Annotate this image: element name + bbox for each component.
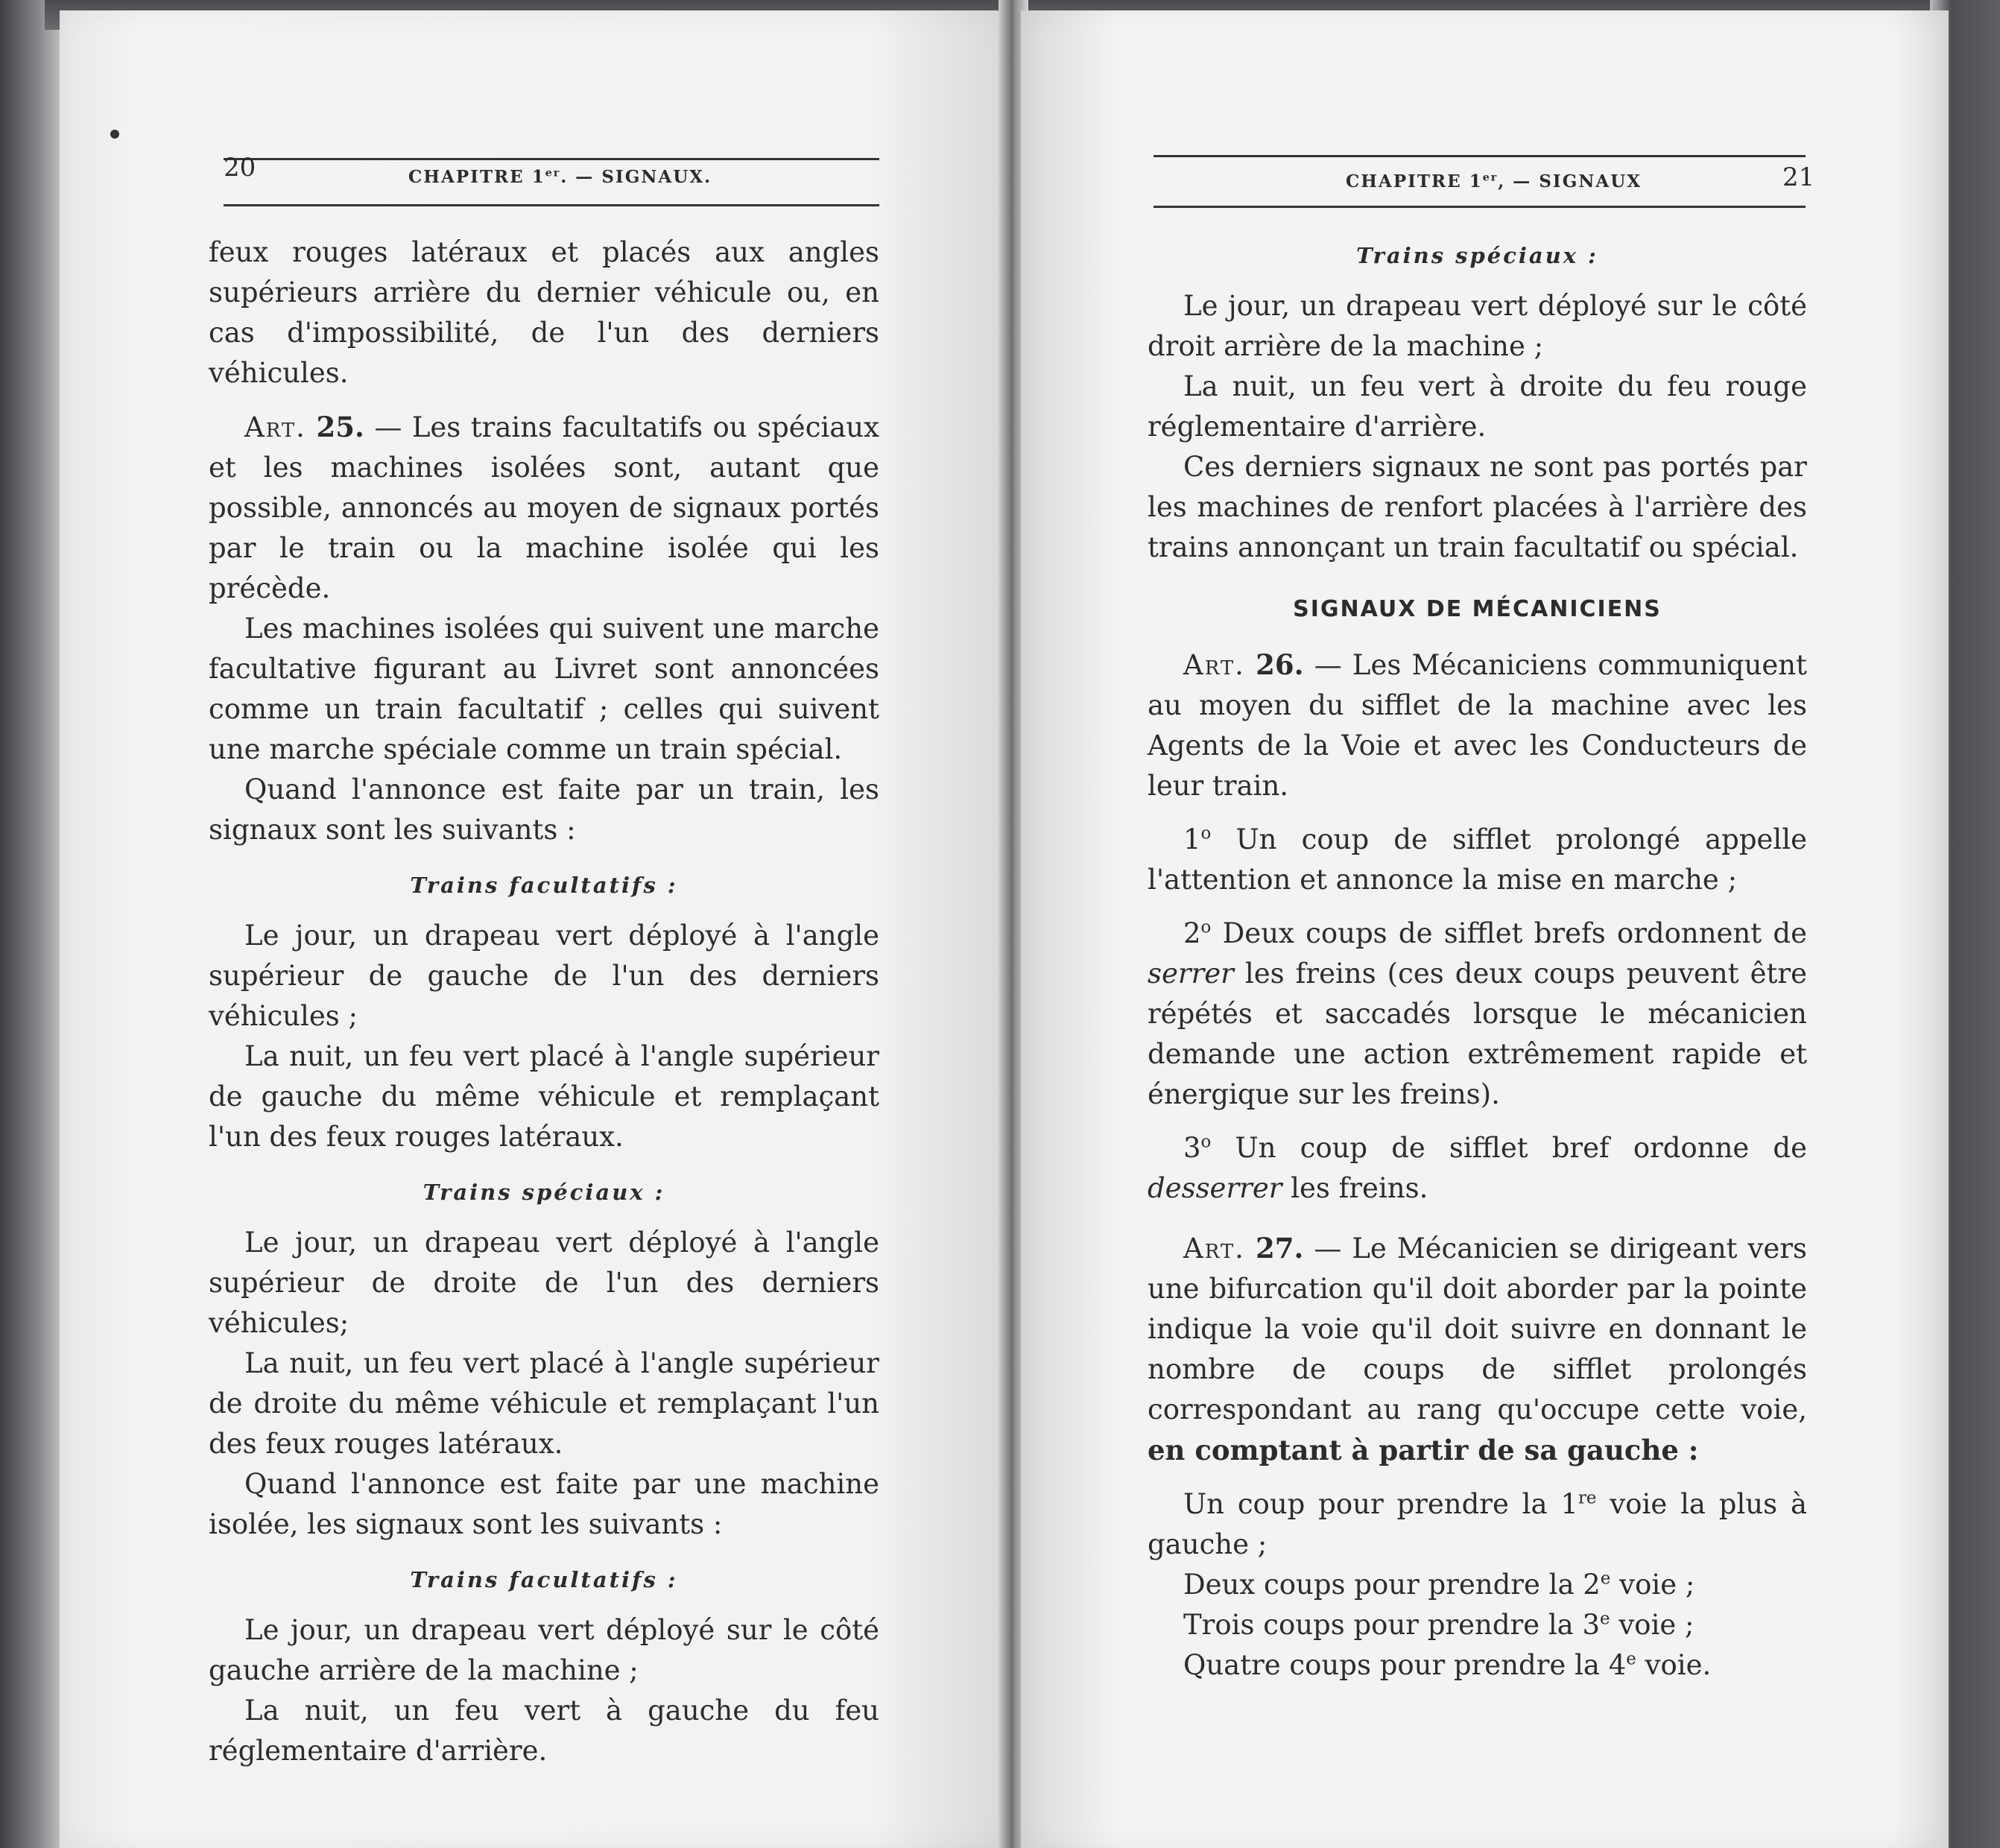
article-25: Art. 25. — Les trains facultatifs ou spéciaux et les machines isolées sont, autant que possible, annoncés au moyen de signaux portés par le train ou la machine isolée qui les précède. (209, 411, 880, 604)
article-26: Art. 26. — Les Mécaniciens communiquent au moyen du sifflet de la machine avec les Agents de la Voie et avec les Conducteurs de leur train. (1148, 648, 1808, 802)
left-page-body (209, 232, 879, 1771)
paragraph: feux rouges latéraux et placés aux angles supérieurs arrière du dernier véhicule ou, en cas d'impossibilité, de l'un des derniers véhicules. (209, 236, 879, 389)
paragraph: Quand l'annonce est faite par une machine isolée, les signaux sont les suivants : (209, 1468, 879, 1540)
book-cover-left-edge (0, 0, 67, 1848)
page-number: 21 (1782, 162, 1815, 192)
paragraph: Le jour, un drapeau vert déployé à l'angle supérieur de gauche de l'un des derniers véhicules ; (209, 920, 879, 1032)
article-27: Art. 27. — Le Mécanicien se dirigeant vers une bifurcation qu'il doit aborder par la pointe indique la voie qu'il doit suivre en donnant le nombre de coups de sifflet prolongés correspondant au rang qu'occupe cette voie, en comptant à partir de sa gauche : (1148, 1232, 1807, 1466)
page-number: 20 (224, 153, 256, 183)
subheading: Trains facultatifs : (410, 873, 678, 898)
header-rule-bottom (224, 204, 879, 206)
header-rule-top (1154, 155, 1806, 157)
list-line: Un coup pour prendre la 1re voie la plus à gauche ; (1148, 1488, 1808, 1560)
running-head: CHAPITRE 1er, — SIGNAUX (1346, 171, 1642, 192)
right-page-body (1148, 228, 1807, 1686)
list-line: Trois coups pour prendre la 3e voie ; (1183, 1609, 1694, 1641)
subheading: Trains spéciaux : (423, 1180, 665, 1205)
section-title: SIGNAUX DE MÉCANICIENS (1293, 596, 1662, 622)
paragraph: La nuit, un feu vert placé à l'angle supérieur de droite du même véhicule et remplaçant l'un des feux rouges latéraux. (209, 1347, 879, 1460)
paragraph: Quand l'annonce est faite par un train, les signaux sont les suivants : (209, 773, 879, 846)
list-line: Deux coups pour prendre la 2e voie ; (1183, 1569, 1695, 1601)
paragraph: La nuit, un feu vert placé à l'angle supérieur de gauche du même véhicule et remplaçant l'un des feux rouges latéraux. (209, 1040, 879, 1153)
paragraph: Le jour, un drapeau vert déployé sur le côté droit arrière de la machine ; (1148, 290, 1807, 362)
numbered-item: 3$^o$ Un coup de sifflet bref ordonne de desserrer les freins. (1148, 1132, 1807, 1204)
paragraph: La nuit, un feu vert à droite du feu rouge réglementaire d'arrière. (1148, 370, 1807, 443)
running-head: CHAPITRE 1er. — SIGNAUX. (408, 167, 712, 187)
subheading: Trains facultatifs : (410, 1567, 678, 1592)
header-rule-bottom (1154, 206, 1806, 208)
paragraph: La nuit, un feu vert à gauche du feu réglementaire d'arrière. (209, 1694, 879, 1767)
numbered-item: 2$^o$ Deux coups de sifflet brefs ordonnent de serrer les freins (ces deux coups peuvent être répétés et saccadés lorsque le mécanicien demande une action extrêmement rapide et énergique sur les freins). (1148, 917, 1807, 1110)
list-line: Quatre coups pour prendre la 4e voie. (1183, 1649, 1712, 1681)
paragraph: Les machines isolées qui suivent une marche facultative figurant au Livret sont annoncées comme un train facultatif ; celles qui suivent une marche spéciale comme un train spécial. (209, 613, 879, 765)
ink-dot (110, 130, 119, 139)
paragraph: Le jour, un drapeau vert déployé sur le côté gauche arrière de la machine ; (209, 1614, 879, 1686)
paragraph: Ces derniers signaux ne sont pas portés par les machines de renfort placées à l'arrière des trains annonçant un train facultatif ou spécial. (1148, 451, 1807, 563)
paragraph: Le jour, un drapeau vert déployé à l'angle supérieur de droite de l'un des derniers véhicules; (209, 1227, 879, 1339)
numbered-item: 1$^o$ Un coup de sifflet prolongé appelle l'attention et annonce la mise en marche ; (1148, 823, 1807, 896)
subheading: Trains spéciaux : (1356, 243, 1598, 268)
header-rule-top (224, 158, 879, 160)
